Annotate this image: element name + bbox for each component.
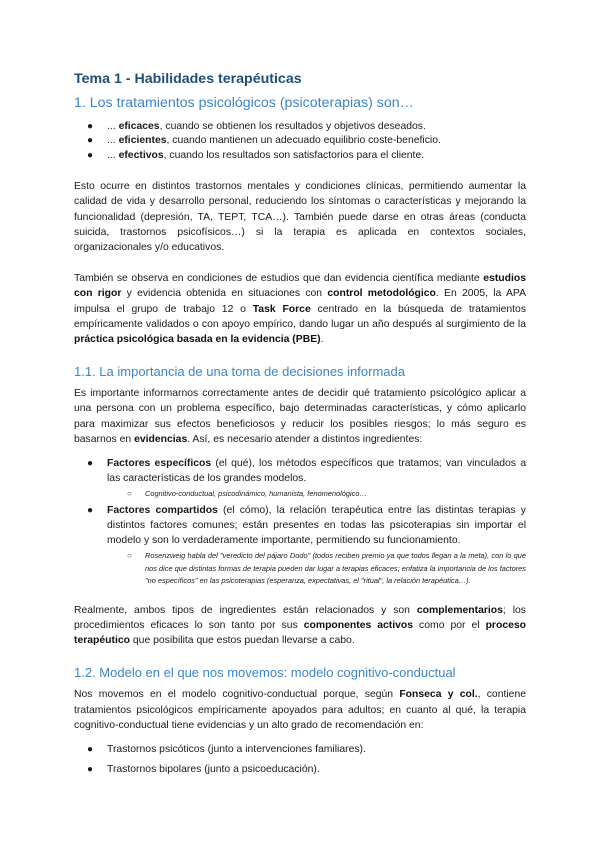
section-1-heading: 1. Los tratamientos psicológicos (psicoterapias) son… xyxy=(74,95,414,111)
bullet-icon: ● xyxy=(87,149,94,161)
list-item: ● Factores compartidos (el cómo), la relación terapéutica entre las distintas terapias y distintos factores comunes; están presentes en todas las psicoterapias sin importar el modelo y son lo verdaderamente importante, permitiendo su funcionamiento. ○ Rosenzweig habla del "veredicto del pájaro Dodo" (todos reciben premio ya que todos llegan a la meta), con lo que nos dice que distintas formas de terapia pueden dar lugar a terapias eficaces; enfatiza la importancia de los factores "no específicos" en las psicoterapias (esperanza, expectativas, el "ritual", la relación terapéutica…). xyxy=(74,503,526,588)
bullet-icon: ● xyxy=(87,504,94,516)
list-item: ● Trastornos psicóticos (junto a intervenciones familiares). xyxy=(74,742,526,757)
sub-bullet-icon: ○ xyxy=(127,489,132,499)
ingredients-list xyxy=(74,456,526,588)
section-1-2-paragraph-1: Nos movemos en el modelo cognitivo-conductual porque, según Fonseca y col., contiene tratamientos psicológicos empíricamente apoyados para adultos; en cuanto al qué, la terapia cognitivo-conductual tiene evidencias y un alto grado de recomendación en: xyxy=(74,689,527,731)
document-content xyxy=(74,70,526,777)
section-1-2-heading: 1.2. Modelo en el que nos movemos: modelo cognitivo-conductual xyxy=(74,665,456,681)
sub-list-item: ○ Rosenzweig habla del "veredicto del pájaro Dodo" (todos reciben premio ya que todos llegan a la meta), con lo que nos dice que distintas formas de terapia pueden dar lugar a terapias eficaces; enfatiza la importancia de los factores "no específicos" en las psicoterapias (esperanza, expectativas, el "ritual", la relación terapéutica…). xyxy=(127,551,526,586)
section-1-bullet-list xyxy=(74,120,526,163)
bullet-icon: ● xyxy=(87,135,94,147)
list-item: ● Factores específicos (el qué), los métodos específicos que tratamos; van vinculados a las características de los grandes modelos. ○ Cognitivo-conductual, psicodinámico, humanista, fenomenológico… xyxy=(74,456,526,501)
section-1-paragraph-1: Esto ocurre en distintos trastornos mentales y condiciones clínicas, permitiendo aumentar la calidad de vida y desarrollo personal, reduciendo los síntomas o características y mejorando la funcionalidad (depresión, TA, TEPT, TCA…). También puede darse en otras áreas (conducta suicida, trastornos psicofísicos…) si la terapia es aplicada en contextos sociales, organizacionales y/o educativos. xyxy=(74,181,526,254)
list-item: ● ... eficaces, cuando se obtienen los resultados y objetivos deseados. xyxy=(74,120,526,134)
section-1-1-paragraph-1: Es importante informarnos correctamente antes de decidir qué tratamiento psicológico aplicar a una persona con un problema específico, bajo determinadas características, y cómo aplicarlo para maximizar sus efectos beneficiosos y reducir los posibles riesgos; lo más seguro es basarnos en evidencias. Así, es necesario atender a distintos ingredientes: xyxy=(74,388,526,445)
section-1-paragraph-2: También se observa en condiciones de estudios que dan evidencia científica mediante estudios con rigor y evidencia obtenida en situaciones con control metodológico. En 2005, la APA impulsa el grupo de trabajo 12 o Task Force centrado en la búsqueda de tratamientos empíricamente validados o con apoyo empírico, dando lugar un año después al surgimiento de la práctica psicológica basada en la evidencia (PBE). xyxy=(74,273,527,346)
section-1-1-paragraph-2: Realmente, ambos tipos de ingredientes están relacionados y son complementarios; los procedimientos eficaces lo son tanto por sus componentes activos como por el proceso terapéutico que posibilita que estos puedan llevarse a cabo. xyxy=(74,604,526,647)
bullet-icon: ● xyxy=(87,764,94,776)
sub-list-item: ○ Cognitivo-conductual, psicodinámico, humanista, fenomenológico… xyxy=(107,488,526,500)
list-item: ● ... eficientes, cuando mantienen un adecuado equilibrio coste-beneficio. xyxy=(74,134,526,148)
sub-list xyxy=(107,550,526,587)
sub-bullet-icon: ○ xyxy=(127,551,132,561)
list-item: ● Trastornos bipolares (junto a psicoeducación). xyxy=(74,762,526,777)
bullet-icon: ● xyxy=(87,743,94,755)
page-title: Tema 1 - Habilidades terapéuticas xyxy=(74,71,302,87)
section-1-1-heading: 1.1. La importancia de una toma de decisiones informada xyxy=(74,364,405,380)
list-item: ● ... efectivos, cuando los resultados son satisfactorios para el cliente. xyxy=(74,149,526,163)
bullet-icon: ● xyxy=(87,121,94,132)
sub-list xyxy=(107,488,526,500)
section-1-2-list xyxy=(74,742,526,777)
bullet-icon: ● xyxy=(87,458,94,470)
